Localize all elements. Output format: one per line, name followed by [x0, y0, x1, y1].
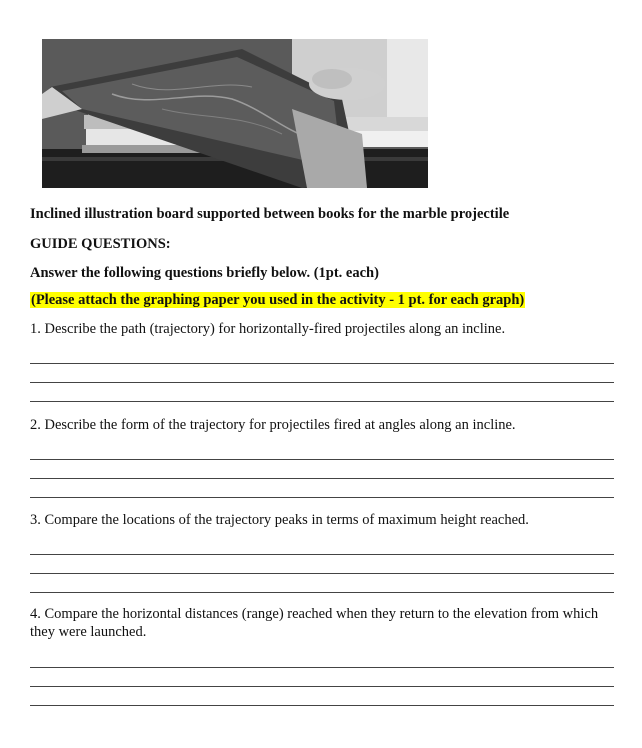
inclined-board-photo [42, 39, 428, 188]
answer-line[interactable] [30, 401, 614, 402]
answer-line[interactable] [30, 592, 614, 593]
guide-questions-heading: GUIDE QUESTIONS: [30, 236, 171, 252]
answer-line[interactable] [30, 554, 614, 555]
answer-line[interactable] [30, 459, 614, 460]
answer-line[interactable] [30, 497, 614, 498]
answer-line[interactable] [30, 667, 614, 668]
question-2: 2. Describe the form of the trajectory for projectiles fired at angles along an incline. [30, 417, 516, 433]
answer-line[interactable] [30, 363, 614, 364]
answer-line[interactable] [30, 382, 614, 383]
graph-note-highlight: (Please attach the graphing paper you used in the activity - 1 pt. for each graph) [31, 292, 525, 308]
answer-line[interactable] [30, 478, 614, 479]
answer-line[interactable] [30, 686, 614, 687]
question-4: 4. Compare the horizontal distances (range) reached when they return to the elevation from which they were launched. [30, 606, 599, 640]
instruction-text: Answer the following questions briefly below. (1pt. each) [30, 265, 379, 281]
image-caption: Inclined illustration board supported between books for the marble projectile [30, 206, 510, 222]
question-1: 1. Describe the path (trajectory) for horizontally-fired projectiles along an incline. [30, 321, 506, 337]
question-3: 3. Compare the locations of the trajectory peaks in terms of maximum height reached. [30, 512, 529, 528]
answer-line[interactable] [30, 573, 614, 574]
graph-note [30, 292, 525, 309]
answer-line[interactable] [30, 705, 614, 706]
